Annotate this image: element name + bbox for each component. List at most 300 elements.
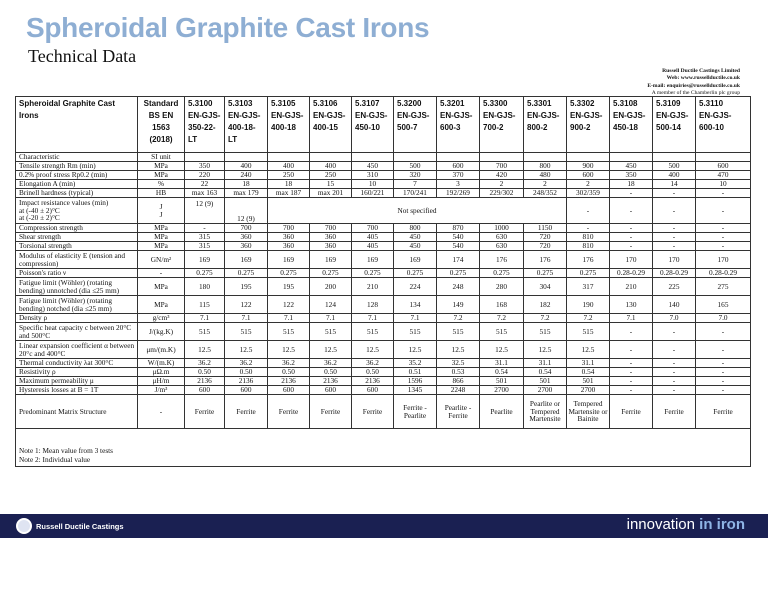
grade-number: 5.3200: [397, 99, 422, 108]
value-cell: 360: [310, 242, 352, 251]
value-cell: 12.5: [225, 341, 268, 359]
value-cell: -: [610, 368, 653, 377]
tagline-bold: in iron: [699, 516, 745, 533]
value-cell: 700: [480, 162, 524, 171]
unit-cell: g/cm³: [138, 314, 185, 323]
grade-name: EN-GJS-800-2: [527, 111, 560, 132]
value-cell: 866: [437, 377, 480, 386]
unit-cell: J/m³: [138, 386, 185, 395]
value-cell: 12.5: [524, 341, 567, 359]
value-cell: 10: [696, 180, 751, 189]
value-cell: 18: [610, 180, 653, 189]
value-cell: 700: [310, 224, 352, 233]
value-cell: [480, 153, 524, 162]
unit-cell: MPa: [138, 224, 185, 233]
value-cell: [394, 153, 437, 162]
unit-cell: W/(m.K): [138, 359, 185, 368]
value-cell: -: [653, 368, 696, 377]
company-web[interactable]: Web: www.russellductile.co.uk: [666, 75, 740, 82]
value-cell: 170: [653, 251, 696, 269]
value-cell: 7.0: [696, 314, 751, 323]
value-cell: [225, 153, 268, 162]
value-cell: -: [696, 242, 751, 251]
value-cell: [567, 153, 610, 162]
value-cell: max 179: [225, 189, 268, 198]
value-cell: 0.53: [437, 368, 480, 377]
value-cell: 0.275: [310, 269, 352, 278]
value-cell: 405: [352, 233, 394, 242]
property-label: Hysteresis losses at B = 1T: [16, 386, 138, 395]
table-row: [16, 180, 751, 189]
value-cell: -: [653, 341, 696, 359]
value-cell: 130: [610, 296, 653, 314]
value-cell: 800: [394, 224, 437, 233]
table-row: [16, 377, 751, 386]
value-cell: max 201: [310, 189, 352, 198]
value-cell: Ferrite: [185, 395, 225, 429]
property-label: 0.2% proof stress Rp0.2 (min): [16, 171, 138, 180]
table-row: [16, 153, 751, 162]
table-row: [16, 233, 751, 242]
property-label: Shear strength: [16, 233, 138, 242]
value-cell: 2136: [225, 377, 268, 386]
value-cell: 515: [480, 323, 524, 341]
value-cell: 12.5: [394, 341, 437, 359]
value-cell: 0.275: [225, 269, 268, 278]
grade-number: 5.3201: [440, 99, 465, 108]
value-cell: 182: [524, 296, 567, 314]
value-cell: 225: [653, 278, 696, 296]
value-cell: 540: [437, 242, 480, 251]
value-cell: 180: [185, 278, 225, 296]
value-cell: 36.2: [310, 359, 352, 368]
unit-cell: %: [138, 180, 185, 189]
value-cell: 220: [185, 171, 225, 180]
table-row: [16, 395, 751, 429]
value-cell: 36.2: [268, 359, 310, 368]
value-cell: 370: [437, 171, 480, 180]
value-cell: 450: [394, 233, 437, 242]
value-cell: 2: [524, 180, 567, 189]
value-cell: 360: [225, 242, 268, 251]
value-cell: 32.5: [437, 359, 480, 368]
table-body: [16, 153, 751, 467]
value-cell: 195: [268, 278, 310, 296]
value-cell: -: [610, 198, 653, 224]
company-name: Russell Ductile Castings Limited: [662, 68, 740, 74]
property-label: Fatigue limit (Wöhler) (rotating bending) notched (dia ≤25 mm): [16, 296, 138, 314]
unit-cell: MPa: [138, 278, 185, 296]
note-line: Note 2: Individual value: [19, 455, 91, 464]
grade-number: 5.3110: [699, 99, 724, 108]
value-cell: 134: [394, 296, 437, 314]
value-cell: 35.2: [394, 359, 437, 368]
value-cell: 600: [185, 386, 225, 395]
value-cell: 315: [185, 233, 225, 242]
value-cell: 7.2: [480, 314, 524, 323]
technical-data-table: [15, 96, 751, 467]
value-cell: 515: [437, 323, 480, 341]
value-cell: 7.1: [268, 314, 310, 323]
value-cell: 2136: [310, 377, 352, 386]
value-cell: max 187: [268, 189, 310, 198]
value-cell: Tempered Martensite or Bainite: [567, 395, 610, 429]
value-cell: Ferrite: [610, 395, 653, 429]
value-cell: 315: [185, 242, 225, 251]
value-cell: -: [696, 368, 751, 377]
value-cell: 7.1: [225, 314, 268, 323]
logo-text: Russell Ductile Castings: [36, 521, 124, 531]
value-cell: 7.1: [185, 314, 225, 323]
value-cell: Pearlite - Ferrite: [437, 395, 480, 429]
value-cell: 210: [352, 278, 394, 296]
grade-header: [185, 97, 225, 153]
property-label: Modulus of elasticity E (tension and compression): [16, 251, 138, 269]
grade-name: EN-GJS-400-18: [271, 111, 304, 132]
value-cell: 2: [480, 180, 524, 189]
value-cell: 7.1: [394, 314, 437, 323]
value-cell: -: [610, 386, 653, 395]
value-cell: 0.275: [437, 269, 480, 278]
value-cell: 36.2: [352, 359, 394, 368]
value-cell: Ferrite: [225, 395, 268, 429]
value-cell: 320: [394, 171, 437, 180]
value-cell: 7.2: [524, 314, 567, 323]
value-cell: 192/269: [437, 189, 480, 198]
value-cell: 36.2: [185, 359, 225, 368]
property-label: Tensile strength Rm (min): [16, 162, 138, 171]
value-cell: 720: [524, 233, 567, 242]
value-cell: [524, 153, 567, 162]
value-cell: 124: [310, 296, 352, 314]
value-cell: -: [610, 359, 653, 368]
value-cell: 12.5: [437, 341, 480, 359]
value-cell: 229/302: [480, 189, 524, 198]
grade-name: EN-GJS-900-2: [570, 111, 603, 132]
value-cell: 18: [225, 180, 268, 189]
unit-cell: GN/m²: [138, 251, 185, 269]
value-cell: 169: [310, 251, 352, 269]
table-row: [16, 359, 751, 368]
table-row: [16, 323, 751, 341]
value-cell: -: [653, 189, 696, 198]
value-cell: 12.5: [310, 341, 352, 359]
table-row: [16, 278, 751, 296]
grade-name: EN-GJS-600-3: [440, 111, 473, 132]
value-cell: 500: [394, 162, 437, 171]
unit-cell: J/(kg.K): [138, 323, 185, 341]
value-cell: [268, 153, 310, 162]
unit-cell: MPa: [138, 242, 185, 251]
value-cell: 12 (9): [225, 198, 268, 224]
impact-row: [16, 198, 751, 224]
value-cell: 7.2: [437, 314, 480, 323]
property-label: Fatigue limit (Wöhler) (rotating bending) unnotched (dia ≤25 mm): [16, 278, 138, 296]
value-cell: -: [653, 224, 696, 233]
grade-name: EN-GJS-500-7: [397, 111, 430, 132]
value-cell: 600: [268, 386, 310, 395]
standard-header: Standard BS EN 1563 (2018): [138, 97, 185, 153]
page-subtitle: Technical Data: [28, 46, 137, 66]
value-cell: 2700: [480, 386, 524, 395]
value-cell: 0.275: [394, 269, 437, 278]
value-cell: Ferrite - Pearlite: [394, 395, 437, 429]
value-cell: 540: [437, 233, 480, 242]
value-cell: 170: [696, 251, 751, 269]
grade-number: 5.3108: [613, 99, 638, 108]
unit-cell: μΩ.m: [138, 368, 185, 377]
impact-label-cold: at (-40 ± 2)°C: [19, 205, 60, 215]
value-cell: 480: [524, 171, 567, 180]
value-cell: 0.50: [185, 368, 225, 377]
grade-header: [480, 97, 524, 153]
value-cell: 22: [185, 180, 225, 189]
unit-cell: HB: [138, 189, 185, 198]
value-cell: 515: [185, 323, 225, 341]
property-label: Specific heat capacity c between 20°C and 500°C: [16, 323, 138, 341]
company-logo: [16, 518, 124, 534]
tagline-plain: innovation: [626, 516, 695, 533]
value-cell: 700: [268, 224, 310, 233]
value-cell: 302/359: [567, 189, 610, 198]
unit-cell: -: [138, 395, 185, 429]
value-cell: 224: [394, 278, 437, 296]
value-cell: 700: [352, 224, 394, 233]
value-cell: 0.275: [352, 269, 394, 278]
value-cell: 169: [225, 251, 268, 269]
value-cell: -: [696, 341, 751, 359]
value-cell: 7.1: [352, 314, 394, 323]
value-cell: -: [696, 377, 751, 386]
unit-cell: μm/(m.K): [138, 341, 185, 359]
value-cell: 170: [610, 251, 653, 269]
value-cell: 720: [524, 242, 567, 251]
impact-unit: J: [159, 201, 163, 211]
value-cell: 0.51: [394, 368, 437, 377]
value-cell: 400: [225, 162, 268, 171]
value-cell: 450: [352, 162, 394, 171]
value-cell: 360: [268, 233, 310, 242]
value-cell: 0.50: [310, 368, 352, 377]
value-cell: 870: [437, 224, 480, 233]
grade-number: 5.3301: [527, 99, 552, 108]
value-cell: 501: [567, 377, 610, 386]
value-cell: [310, 153, 352, 162]
logo-emblem-icon: [16, 518, 32, 534]
value-cell: 630: [480, 242, 524, 251]
company-member: A member of the Chamberlin plc group: [651, 90, 740, 97]
value-cell: -: [567, 198, 610, 224]
value-cell: 176: [480, 251, 524, 269]
value-cell: 169: [268, 251, 310, 269]
value-cell: 515: [567, 323, 610, 341]
value-cell: 0.54: [480, 368, 524, 377]
value-cell: 190: [567, 296, 610, 314]
table-row: [16, 251, 751, 269]
value-cell: 304: [524, 278, 567, 296]
value-cell: Ferrite: [696, 395, 751, 429]
value-cell: 350: [185, 162, 225, 171]
value-cell: 168: [480, 296, 524, 314]
value-cell: 176: [524, 251, 567, 269]
value-cell: 360: [310, 233, 352, 242]
value-cell: 600: [225, 386, 268, 395]
value-cell: -: [653, 377, 696, 386]
value-cell: -: [696, 189, 751, 198]
value-cell: 500: [653, 162, 696, 171]
grade-name: EN-GJS-400-18-LT: [228, 111, 261, 144]
value-cell: 515: [352, 323, 394, 341]
value-cell: 0.28-0.29: [696, 269, 751, 278]
value-cell: -: [610, 233, 653, 242]
property-label: Density ρ: [16, 314, 138, 323]
grade-name: EN-GJS-450-18: [613, 111, 646, 132]
property-label: Predominant Matrix Structure: [16, 395, 138, 429]
value-cell: 1000: [480, 224, 524, 233]
property-label: Characteristic: [16, 153, 138, 162]
value-cell: -: [696, 198, 751, 224]
value-cell: -: [610, 224, 653, 233]
grade-header: [268, 97, 310, 153]
value-cell: 160/221: [352, 189, 394, 198]
footer-bar: [0, 514, 768, 538]
value-cell: -: [696, 224, 751, 233]
grade-name: EN-GJS-500-14: [656, 111, 689, 132]
value-cell: 2136: [185, 377, 225, 386]
value-cell: Ferrite: [352, 395, 394, 429]
value-cell: 515: [225, 323, 268, 341]
value-cell: 12.5: [567, 341, 610, 359]
value-cell: 450: [394, 242, 437, 251]
value-cell: [696, 153, 751, 162]
impact-label: Impact resistance values (min): [19, 198, 109, 208]
table-row: [16, 386, 751, 395]
property-label: Torsional strength: [16, 242, 138, 251]
value-cell: 2700: [524, 386, 567, 395]
value-cell: 0.275: [567, 269, 610, 278]
table-row: [16, 341, 751, 359]
value-cell: -: [653, 198, 696, 224]
unit-cell: [138, 198, 185, 224]
value-cell: [437, 153, 480, 162]
not-specified-cell: Not specified: [268, 198, 567, 224]
value-cell: 400: [653, 171, 696, 180]
unit-cell: MPa: [138, 296, 185, 314]
grade-header: [310, 97, 352, 153]
corner-header: Spheroidal Graphite Cast Irons: [16, 97, 138, 153]
value-cell: Ferrite: [653, 395, 696, 429]
grade-number: 5.3302: [570, 99, 595, 108]
value-cell: 195: [225, 278, 268, 296]
value-cell: -: [610, 377, 653, 386]
value-cell: [185, 153, 225, 162]
grade-header: [394, 97, 437, 153]
value-cell: 15: [310, 180, 352, 189]
table-row: [16, 269, 751, 278]
grade-header: [352, 97, 394, 153]
value-cell: -: [696, 323, 751, 341]
value-cell: 128: [352, 296, 394, 314]
value-cell: 515: [524, 323, 567, 341]
value-cell: [352, 153, 394, 162]
value-cell: 600: [696, 162, 751, 171]
value-cell: -: [653, 323, 696, 341]
value-cell: 18: [268, 180, 310, 189]
value-cell: -: [610, 189, 653, 198]
unit-cell: MPa: [138, 233, 185, 242]
value-cell: max 163: [185, 189, 225, 198]
value-cell: 149: [437, 296, 480, 314]
table-row: [16, 189, 751, 198]
value-cell: 600: [567, 171, 610, 180]
value-cell: -: [653, 386, 696, 395]
unit-cell: -: [138, 269, 185, 278]
grade-header: [610, 97, 653, 153]
value-cell: 0.275: [480, 269, 524, 278]
value-cell: 310: [352, 171, 394, 180]
value-cell: 350: [610, 171, 653, 180]
value-cell: 169: [394, 251, 437, 269]
value-cell: 515: [310, 323, 352, 341]
value-cell: 12.5: [480, 341, 524, 359]
note-line: Note 1: Mean value from 3 tests: [19, 446, 114, 455]
value-cell: 600: [352, 386, 394, 395]
value-cell: 400: [310, 162, 352, 171]
value-cell: 515: [268, 323, 310, 341]
value-cell: 1345: [394, 386, 437, 395]
grade-header: [653, 97, 696, 153]
value-cell: 700: [225, 224, 268, 233]
grade-name: EN-GJS-450-10: [355, 111, 388, 132]
table-header-row: [16, 97, 751, 153]
property-label: Brinell hardness (typical): [16, 189, 138, 198]
value-cell: 240: [225, 171, 268, 180]
value-cell: 0.275: [524, 269, 567, 278]
unit-cell: MPa: [138, 171, 185, 180]
value-cell: 12.5: [268, 341, 310, 359]
company-info: [647, 68, 740, 98]
grade-name: EN-GJS-600-10: [699, 111, 732, 132]
grade-number: 5.3107: [355, 99, 380, 108]
value-cell: 0.54: [567, 368, 610, 377]
company-email[interactable]: E-mail: enquiries@russellductile.co.uk: [647, 82, 740, 89]
table-row: [16, 242, 751, 251]
value-cell: 7: [394, 180, 437, 189]
grade-name: EN-GJS-400-15: [313, 111, 346, 132]
value-cell: 2136: [268, 377, 310, 386]
value-cell: 515: [394, 323, 437, 341]
grade-number: 5.3105: [271, 99, 296, 108]
value-cell: -: [696, 359, 751, 368]
value-cell: 165: [696, 296, 751, 314]
value-cell: 0.275: [268, 269, 310, 278]
value-cell: 248: [437, 278, 480, 296]
value-cell: Ferrite: [310, 395, 352, 429]
value-cell: 1150: [524, 224, 567, 233]
value-cell: 0.50: [225, 368, 268, 377]
property-label: Resistivity ρ: [16, 368, 138, 377]
grade-header: [696, 97, 751, 153]
value-cell: Ferrite: [268, 395, 310, 429]
value-cell: -: [610, 341, 653, 359]
value-cell: 2: [567, 180, 610, 189]
value-cell: Pearlite: [480, 395, 524, 429]
value-cell: 248/352: [524, 189, 567, 198]
value-cell: -: [696, 233, 751, 242]
value-cell: 250: [310, 171, 352, 180]
value-cell: 0.50: [268, 368, 310, 377]
property-label: Elongation A (min): [16, 180, 138, 189]
